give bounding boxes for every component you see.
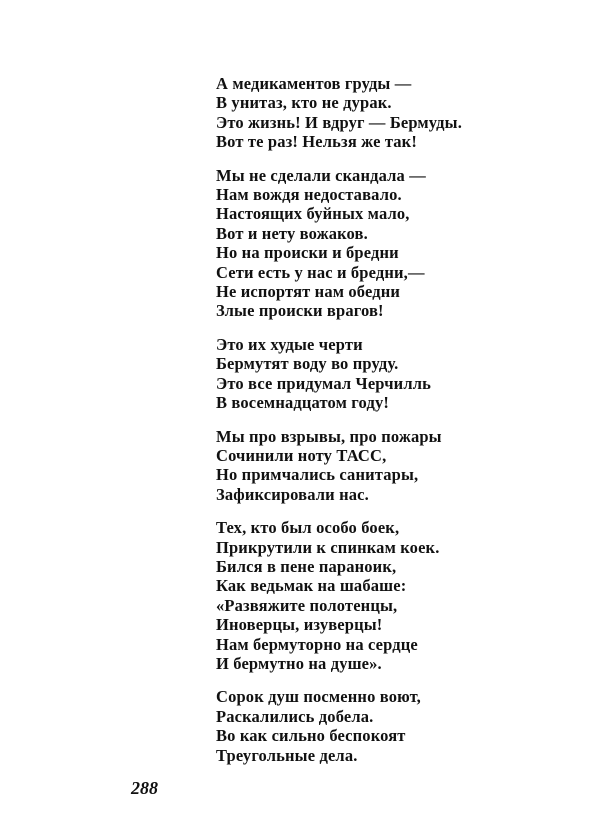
poem-line: Нам бермуторно на сердце: [216, 634, 418, 654]
poem-line: Злые происки врагов!: [216, 301, 384, 321]
poem-line: Иноверцы, изуверцы!: [216, 615, 383, 635]
poem-line: Это их худые черти: [216, 334, 363, 354]
poem-text: [216, 74, 462, 779]
page-number: 288: [131, 778, 158, 798]
poem-line: И бермутно на душе».: [216, 653, 382, 673]
poem-line: Сочинили ноту ТАСС,: [216, 445, 387, 465]
poem-line: Треугольные дела.: [216, 745, 358, 765]
poem-line: Но на происки и бредни: [216, 243, 399, 263]
poem-line: Тех, кто был особо боек,: [216, 518, 400, 538]
poem-line: Мы не сделали скандала —: [216, 165, 426, 185]
poem-line: Вот те раз! Нельзя же так!: [216, 132, 417, 152]
poem-line: Нам вождя недоставало.: [216, 185, 402, 205]
poem-line: Прикрутили к спинкам коек.: [216, 537, 440, 557]
poem-line: Настоящих буйных мало,: [216, 204, 410, 224]
poem-line: Это жизнь! И вдруг — Бермуды.: [216, 112, 462, 132]
poem-line: Бермутят воду во пруду.: [216, 354, 399, 374]
poem-line: Но примчались санитары,: [216, 465, 419, 485]
stanza: [216, 166, 462, 321]
stanza: [216, 335, 462, 413]
poem-line: Во как сильно беспокоят: [216, 726, 406, 746]
poem-line: «Развяжите полотенцы,: [216, 595, 398, 615]
stanza: [216, 427, 462, 505]
poem-line: Как ведьмак на шабаше:: [216, 576, 407, 596]
poem-line: Бился в пене параноик,: [216, 556, 397, 576]
stanza: [216, 74, 462, 152]
poem-line: Вот и нету вожаков.: [216, 223, 368, 243]
poem-line: Не испортят нам обедни: [216, 282, 401, 302]
poem-line: Зафиксировали нас.: [216, 484, 369, 504]
poem-line: В унитаз, кто не дурак.: [216, 93, 392, 113]
stanza: [216, 687, 462, 765]
poem-line: Это все придумал Черчилль: [216, 373, 432, 393]
poem-line: Сорок душ посменно воют,: [216, 687, 421, 707]
poem-line: Раскалились добела.: [216, 706, 374, 726]
poem-line: А медикаментов груды —: [216, 74, 412, 93]
poem-line: Мы про взрывы, про пожары: [216, 426, 442, 446]
stanza: [216, 518, 462, 673]
poem-line: Сети есть у нас и бредни,—: [216, 262, 425, 282]
poem-line: В восемнадцатом году!: [216, 393, 389, 413]
